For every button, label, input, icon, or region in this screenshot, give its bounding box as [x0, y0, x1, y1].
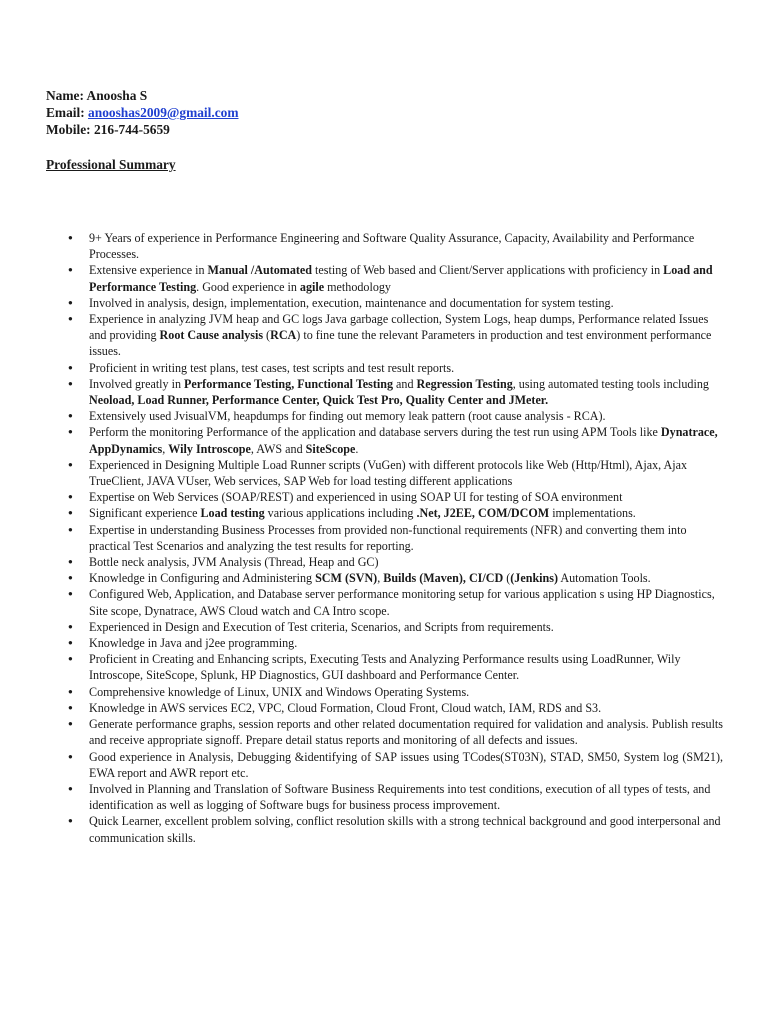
- bullet-item: ● Generate performance graphs, session reports and other related documentation required for validation and analysis. Publish results and receive appropriate signoff. Prepare detail status reports and monitoring of all defects and issues.: [89, 716, 723, 748]
- summary-bullet-list: [89, 230, 723, 846]
- bullet-item: ● Configured Web, Application, and Database server performance monitoring setup for various application s using HP Diagnostics, Site scope, Dynatrace, AWS Cloud watch and CA Intro scope.: [89, 586, 723, 618]
- bullet-item: ● Knowledge in Configuring and Administering SCM (SVN), Builds (Maven), CI/CD ((Jenkins) Automation Tools.: [89, 570, 723, 586]
- mobile-label: Mobile:: [46, 122, 91, 137]
- bullet-item: ● 9+ Years of experience in Performance Engineering and Software Quality Assurance, Capacity, Availability and Performance Processes.: [89, 230, 723, 262]
- bullet-item: ● Proficient in Creating and Enhancing scripts, Executing Tests and Analyzing Performance results using LoadRunner, Wily Introscope, SiteScope, Splunk, HP Diagnostics, GUI dashboard and Performance Center.: [89, 651, 723, 683]
- name-label: Name:: [46, 88, 84, 103]
- bullet-item: ● Proficient in writing test plans, test cases, test scripts and test result reports.: [89, 360, 723, 376]
- bullet-item: ● Experienced in Design and Execution of Test criteria, Scenarios, and Scripts from requirements.: [89, 619, 723, 635]
- bullet-item: ● Knowledge in AWS services EC2, VPC, Cloud Formation, Cloud Front, Cloud watch, IAM, RDS and S3.: [89, 700, 723, 716]
- bullet-item: ● Good experience in Analysis, Debugging &identifying of SAP issues using TCodes(ST03N), STAD, SM50, System log (SM21), EWA report and AWR report etc.: [89, 749, 723, 781]
- bullet-item: ● Expertise on Web Services (SOAP/REST) and experienced in using SOAP UI for testing of SOA environment: [89, 489, 723, 505]
- name-value: Anoosha S: [86, 88, 148, 103]
- section-title: Professional Summary: [46, 157, 176, 172]
- email-link[interactable]: anooshas2009@gmail.com: [88, 105, 239, 120]
- bullet-item: ● Significant experience Load testing various applications including .Net, J2EE, COM/DCOM implementations.: [89, 505, 723, 521]
- bullet-item: ● Expertise in understanding Business Processes from provided non-functional requirements (NFR) and converting them into practical Test Scenarios and analyzing the test results for reporting.: [89, 522, 723, 554]
- bullet-item: ● Bottle neck analysis, JVM Analysis (Thread, Heap and GC): [89, 554, 723, 570]
- name-row: [46, 87, 239, 104]
- email-row: [46, 104, 239, 121]
- mobile-row: [46, 121, 239, 138]
- bullet-item: ● Perform the monitoring Performance of the application and database servers during the test run using APM Tools like Dynatrace, AppDynamics, Wily Introscope, AWS and SiteScope.: [89, 424, 723, 456]
- bullet-item: ● Extensive experience in Manual /Automated testing of Web based and Client/Server applications with proficiency in Load and Performance Testing. Good experience in agile methodology: [89, 262, 723, 294]
- contact-header: [46, 87, 239, 138]
- email-label: Email:: [46, 105, 85, 120]
- bullet-item: ● Extensively used JvisualVM, heapdumps for finding out memory leak pattern (root cause analysis - RCA).: [89, 408, 723, 424]
- bullet-item: ● Involved in Planning and Translation of Software Business Requirements into test conditions, execution of all types of tests, and identification as well as logging of Software bugs for business process improvement.: [89, 781, 723, 813]
- bullet-item: ● Involved in analysis, design, implementation, execution, maintenance and documentation for system testing.: [89, 295, 723, 311]
- bullet-item: ● Quick Learner, excellent problem solving, conflict resolution skills with a strong technical background and good interpersonal and communication skills.: [89, 813, 723, 845]
- bullet-item: ● Comprehensive knowledge of Linux, UNIX and Windows Operating Systems.: [89, 684, 723, 700]
- bullet-item: ● Experience in analyzing JVM heap and GC logs Java garbage collection, System Logs, heap dumps, Performance related Issues and providing Root Cause analysis (RCA) to fine tune the relevant Parameters in production and test environment performance issues.: [89, 311, 723, 360]
- mobile-value: 216-744-5659: [93, 122, 170, 137]
- bullet-item: ● Knowledge in Java and j2ee programming.: [89, 635, 723, 651]
- bullet-item: ● Involved greatly in Performance Testing, Functional Testing and Regression Testing, using automated testing tools including Neoload, Load Runner, Performance Center, Quick Test Pro, Quality Center and JMeter.: [89, 376, 723, 408]
- bullet-item: ● Experienced in Designing Multiple Load Runner scripts (VuGen) with different protocols like Web (Http/Html), Ajax, Ajax TrueClient, JAVA VUser, Web services, SAP Web for load testing different applications: [89, 457, 723, 489]
